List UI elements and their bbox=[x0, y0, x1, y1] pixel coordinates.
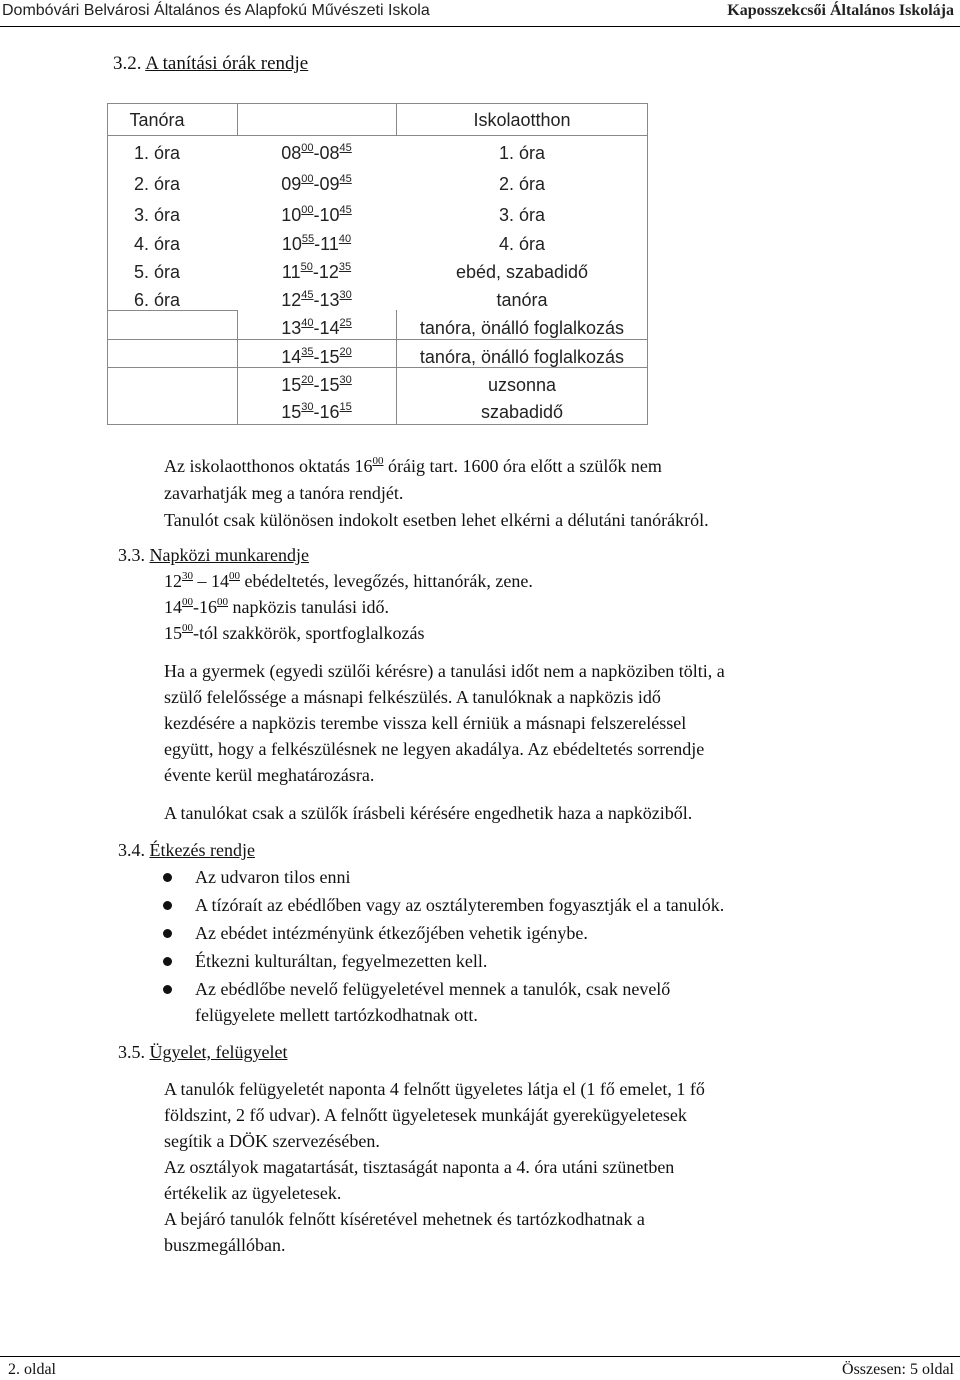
page-header bbox=[0, 0, 960, 28]
section-3-4-heading bbox=[118, 839, 255, 861]
time-hour: 14 bbox=[319, 318, 340, 338]
table-lesson-cell: 3. óra bbox=[133, 205, 181, 225]
table-activity-cell: szabadidő bbox=[480, 402, 564, 422]
time-hour: 14 bbox=[211, 571, 229, 591]
time-minute: 45 bbox=[339, 204, 352, 216]
table-time-cell: $11^{50}-12^{35}$ bbox=[281, 261, 352, 282]
napkozi-text: ebédeltetés, levegőzés, hittanórák, zene. bbox=[240, 571, 533, 591]
table-border-top bbox=[107, 103, 648, 104]
time-hour: 08 bbox=[319, 143, 340, 163]
time-hour: 15 bbox=[164, 623, 182, 643]
napkozi-line-1 bbox=[164, 570, 533, 592]
napkozi-para-line: Ha a gyermek (egyedi szülői kérésre) a tanulási időt nem a napköziben tölti, a bbox=[164, 661, 725, 681]
napkozi-para-line: szülő felelőssége a másnapi felkészülés. A tanulóknak a napközis idő bbox=[164, 687, 661, 707]
table-lesson-cell: 4. óra bbox=[133, 234, 181, 254]
table-activity-cell: ebéd, szabadidő bbox=[455, 262, 589, 282]
bullet-icon bbox=[163, 929, 172, 938]
time-hour: 08 bbox=[281, 143, 302, 163]
bullet-icon bbox=[163, 901, 172, 910]
table-time-cell: $10^{00}-10^{45}$ bbox=[281, 204, 352, 225]
table-activity-cell: 4. óra bbox=[498, 234, 546, 254]
table-head-lesson: Tanóra bbox=[129, 110, 185, 130]
time-minute: 40 bbox=[338, 233, 352, 245]
table-time-cell: $15^{30}-16^{15}$ bbox=[281, 401, 352, 422]
time-hour: 11 bbox=[320, 234, 339, 254]
note-line-1 bbox=[164, 455, 662, 477]
time-minute: 45 bbox=[339, 173, 352, 185]
time-hour: 14 bbox=[281, 347, 302, 367]
ugyelet-line: földszint, 2 fő udvar). A felnőtt ügyeletesek munkáját gyerekügyeletesek bbox=[164, 1105, 687, 1125]
timetable bbox=[107, 103, 648, 425]
time-hour: 12 bbox=[318, 262, 339, 282]
ugyelet-line: segítik a DÖK szervezésében. bbox=[164, 1131, 380, 1151]
time-minute: 50 bbox=[300, 261, 313, 273]
time-minute: 30 bbox=[339, 289, 352, 301]
table-time-cell: $10^{55}-11^{40}$ bbox=[281, 233, 352, 254]
bullet-item: Az ebédlőbe nevelő felügyeletével mennek a tanulók, csak nevelő bbox=[195, 979, 671, 999]
table-border-bottom bbox=[107, 424, 648, 425]
table-time-cell: $08^{00}-08^{45}$ bbox=[281, 142, 352, 163]
time-minute: 30 bbox=[339, 374, 352, 386]
time-hour: 10 bbox=[281, 205, 302, 225]
table-header-rule bbox=[107, 135, 648, 136]
napkozi-para-line: kezdésére a napközis terembe vissza kell érniük a másnapi felszereléssel bbox=[164, 713, 687, 733]
time-minute: 00 bbox=[182, 622, 193, 634]
section-3-2-title: A tanítási órák rendje bbox=[145, 53, 309, 74]
napkozi-text: -tól szakkörök, sportfoglalkozás bbox=[193, 623, 425, 643]
time-hour: 12 bbox=[281, 290, 302, 310]
section-3-5-heading bbox=[118, 1041, 287, 1063]
time-minute: 00 bbox=[301, 173, 314, 185]
ugyelet-line: Az osztályok magatartását, tisztaságát naponta a 4. óra utáni szünetben bbox=[164, 1157, 675, 1177]
time-minute: 30 bbox=[182, 570, 193, 582]
time-hour: 13 bbox=[281, 318, 302, 338]
footer-total-pages: Összesen: 5 oldal bbox=[842, 1361, 954, 1378]
time-hour: 15 bbox=[281, 375, 302, 395]
note-text: óráig tart. 1600 óra előtt a szülők nem bbox=[383, 456, 662, 476]
time-hour: 16 bbox=[319, 402, 340, 422]
napkozi-para-2: A tanulókat csak a szülők írásbeli kérésére engedhetik haza a napköziből. bbox=[164, 803, 693, 823]
time-minute: 45 bbox=[301, 289, 314, 301]
time-minute: 00 bbox=[182, 596, 193, 608]
time-minute: 35 bbox=[301, 346, 314, 358]
header-school-name: Dombóvári Belvárosi Általános és Alapfokú Művészeti Iskola bbox=[2, 2, 430, 19]
napkozi-text: napközis tanulási idő. bbox=[228, 597, 389, 617]
time-minute: 35 bbox=[338, 261, 352, 273]
section-3-2-number: 3.2. bbox=[113, 53, 142, 74]
napkozi-line-2: $14^{00}-16^{00}$ napközis tanulási idő. bbox=[164, 596, 389, 617]
napkozi-para-line: évente kerül meghatározásra. bbox=[164, 765, 375, 785]
footer-page-number: 2. oldal bbox=[8, 1361, 56, 1378]
time-minute: 00 bbox=[301, 204, 314, 216]
time-minute: 00 bbox=[301, 142, 314, 154]
time-hour: 14 bbox=[164, 597, 182, 617]
section-3-3-title: Napközi munkarendje bbox=[149, 545, 309, 565]
bullet-item: A tízóraít az ebédlőben vagy az osztályteremben fogyasztják el a tanulók. bbox=[195, 895, 725, 915]
time-minute: 00 bbox=[229, 570, 240, 582]
bullet-icon bbox=[163, 873, 172, 882]
table-lesson-cell: 2. óra bbox=[133, 174, 181, 194]
ugyelet-line: A bejáró tanulók felnőtt kíséretével mehetnek és tartózkodhatnak a bbox=[164, 1209, 645, 1229]
table-rule bbox=[107, 339, 648, 340]
bullet-item: Az ebédet intézményünk étkezőjében vehetik igénybe. bbox=[195, 923, 588, 943]
table-activity-cell: 3. óra bbox=[498, 205, 546, 225]
table-time-cell: $09^{00}-09^{45}$ bbox=[281, 173, 352, 194]
time-hour: 09 bbox=[281, 174, 302, 194]
time-minute: 20 bbox=[339, 346, 352, 358]
table-time-cell: $14^{35}-15^{20}$ bbox=[281, 346, 352, 367]
table-time-cell: $15^{20}-15^{30}$ bbox=[281, 374, 352, 395]
table-activity-cell: 1. óra bbox=[498, 143, 546, 163]
section-3-4-title: Étkezés rendje bbox=[149, 840, 255, 860]
footer-rule bbox=[0, 1356, 960, 1357]
header-branch-name: Kaposszekcsői Általános Iskolája bbox=[727, 2, 954, 19]
time-hour: 11 bbox=[281, 262, 301, 282]
napkozi-line-3 bbox=[164, 622, 424, 644]
table-activity-cell: uzsonna bbox=[487, 375, 557, 395]
table-activity-cell: tanóra bbox=[496, 290, 548, 310]
time-minute: 30 bbox=[301, 401, 314, 413]
table-activity-cell: tanóra, önálló foglalkozás bbox=[419, 318, 625, 338]
time-minute: 45 bbox=[339, 142, 352, 154]
time-minute: 25 bbox=[339, 317, 352, 329]
time-hour: 15 bbox=[281, 402, 302, 422]
header-rule bbox=[0, 26, 960, 27]
time-hour: 16 bbox=[199, 597, 217, 617]
table-time-cell: $12^{45}-13^{30}$ bbox=[281, 289, 352, 310]
bullet-item: Étkezni kulturáltan, fegyelmezetten kell. bbox=[195, 951, 488, 971]
time-minute: 55 bbox=[301, 233, 315, 245]
time-hour: 15 bbox=[319, 375, 340, 395]
ugyelet-line: buszmegállóban. bbox=[164, 1235, 286, 1255]
section-3-3-heading bbox=[118, 544, 309, 566]
note-line-2: zavarhatják meg a tanóra rendjét. bbox=[164, 483, 404, 503]
time-hour: 13 bbox=[319, 290, 340, 310]
time-minute: 20 bbox=[301, 374, 314, 386]
time-hour: 10 bbox=[281, 234, 302, 254]
section-3-5-title: Ügyelet, felügyelet bbox=[149, 1042, 288, 1062]
table-col-rule bbox=[237, 103, 238, 135]
dash: – bbox=[197, 571, 207, 591]
section-3-5-number: 3.5. bbox=[118, 1042, 145, 1062]
table-activity-cell: tanóra, önálló foglalkozás bbox=[419, 347, 625, 367]
section-3-4-number: 3.4. bbox=[118, 840, 145, 860]
note-sup: 00 bbox=[372, 455, 384, 467]
bullet-icon bbox=[163, 985, 172, 994]
time-hour: 09 bbox=[319, 174, 340, 194]
bullet-icon bbox=[163, 957, 172, 966]
note-line-3: Tanulót csak különösen indokolt esetben lehet elkérni a délutáni tanórákról. bbox=[164, 510, 709, 530]
section-3-3-number: 3.3. bbox=[118, 545, 145, 565]
time-hour: 10 bbox=[319, 205, 340, 225]
table-time-cell: $13^{40}-14^{25}$ bbox=[281, 317, 352, 338]
section-3-2-heading bbox=[113, 53, 308, 75]
table-lesson-cell: 1. óra bbox=[133, 143, 181, 163]
napkozi-para-line: együtt, hogy a felkészülésnek ne legyen akadálya. Az ebédeltetés sorrendje bbox=[164, 739, 705, 759]
ugyelet-line: értékelik az ügyeletesek. bbox=[164, 1183, 342, 1203]
table-lesson-cell: 5. óra bbox=[133, 262, 181, 282]
time-hour: 15 bbox=[319, 347, 340, 367]
bullet-item: Az udvaron tilos enni bbox=[195, 867, 351, 887]
time-minute: 40 bbox=[301, 317, 314, 329]
ugyelet-line: A tanulók felügyeletét naponta 4 felnőtt ügyeletes látja el (1 fő emelet, 1 fő bbox=[164, 1079, 705, 1099]
time-minute: 00 bbox=[217, 596, 228, 608]
time-minute: 15 bbox=[339, 401, 352, 413]
table-lesson-cell: 6. óra bbox=[133, 290, 181, 310]
time-hour: 12 bbox=[164, 571, 182, 591]
bullet-item-continuation: felügyelete mellett tartózkodhatnak ott. bbox=[195, 1005, 478, 1025]
table-activity-cell: 2. óra bbox=[498, 174, 546, 194]
table-head-afterschool: Iskolaotthon bbox=[473, 110, 571, 130]
note-text: Az iskolaotthonos oktatás 16 bbox=[164, 456, 373, 476]
